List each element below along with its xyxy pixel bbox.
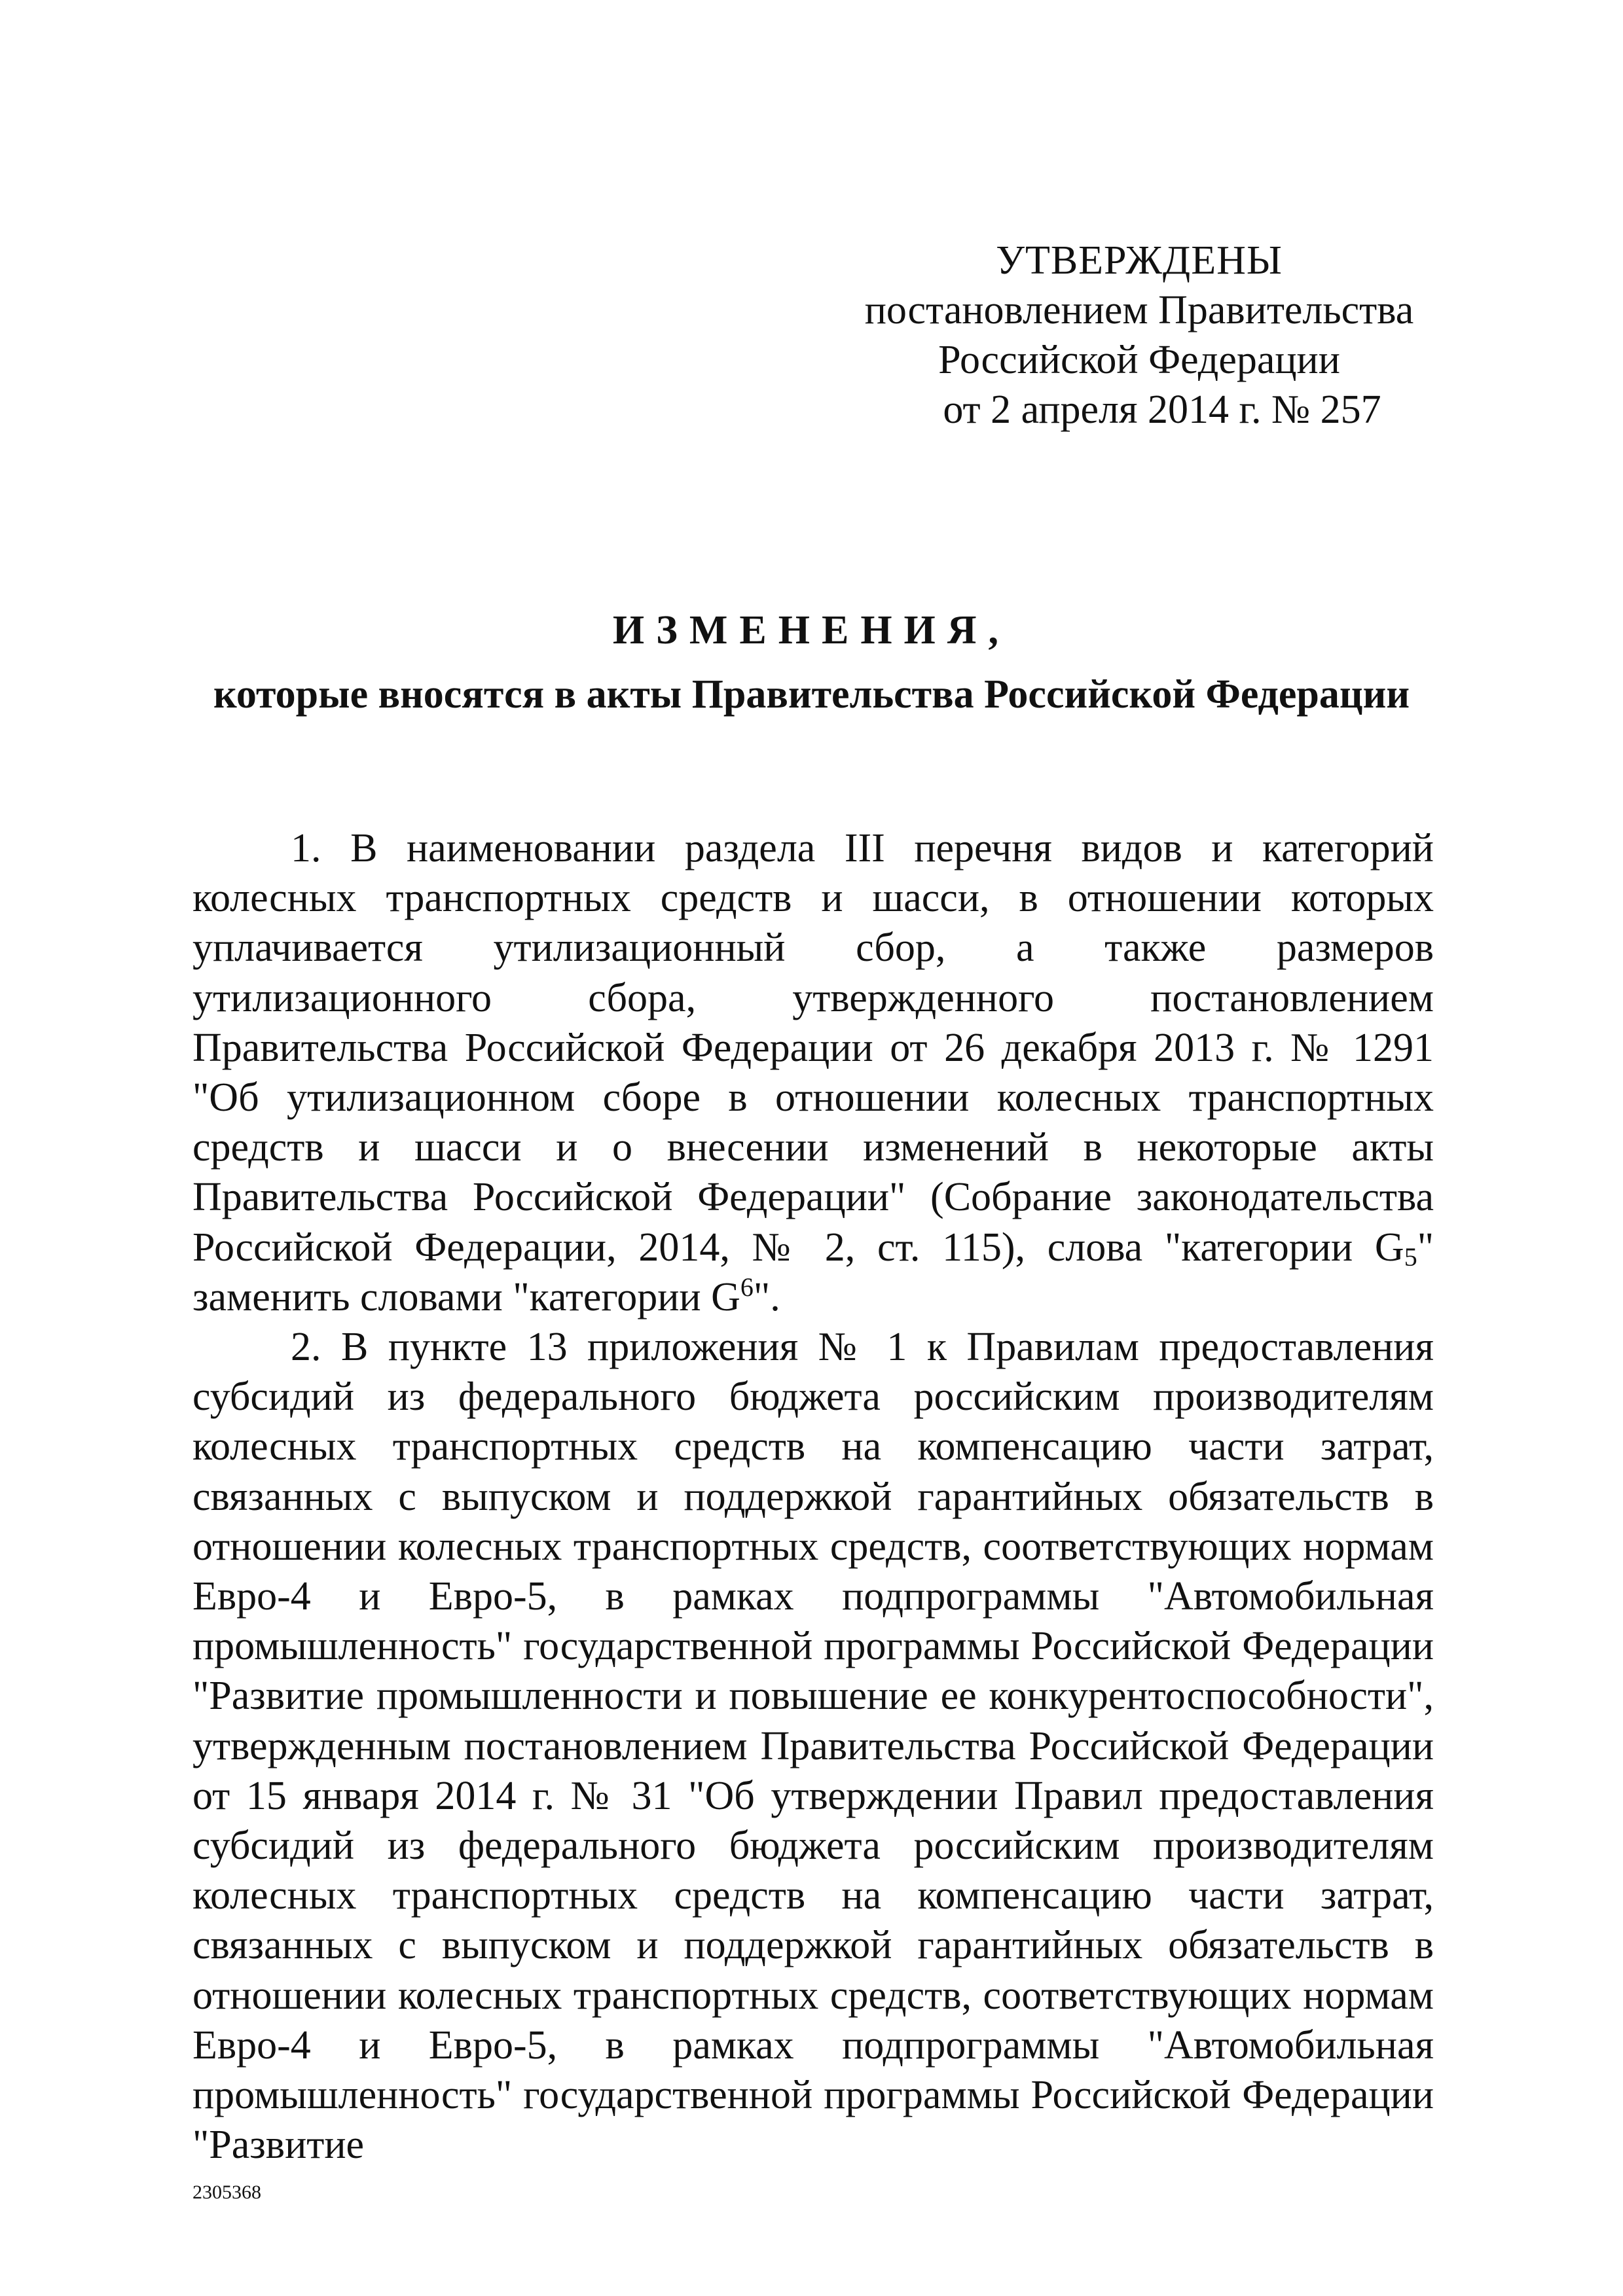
approval-date-line: от 2 апреля 2014 г. № 257: [943, 387, 1381, 432]
paragraph-1-text-middle: " заменить словами "категории G: [192, 1225, 1434, 1319]
title-main: ИЗМЕНЕНИЯ,: [612, 608, 1011, 653]
approval-line-2: Российской Федерации: [938, 338, 1340, 382]
superscript-6: 6: [740, 1272, 754, 1302]
paragraph-1-text: 1. В наименовании раздела III перечня видов и категорий колесных транспортных средств и шасси, в отношении которых уплачивается утилизационный сбор, а также размеров утилизационного сбора, утвержденного постановлением Правительства Российской Федерации от 26 декабря 2013 г. № 1291 "Об утилизационном сборе в отношении колесных транспортных средств и шасси и о внесении изменений в некоторые акты Правительства Российской Федерации" (Собрание законодательства Российской Федерации, 2014, № 2, ст. 115), слова "категории G: [192, 826, 1434, 1270]
paragraph-1-text-end: ".: [753, 1274, 780, 1319]
document-title: [0, 605, 1623, 719]
paragraph-1: [192, 823, 1434, 1322]
title-subtitle: которые вносятся в акты Правительства Российской Федерации: [213, 672, 1410, 717]
document-body: [192, 823, 1434, 2170]
subscript-5: 5: [1404, 1242, 1417, 1272]
approval-line-1: постановлением Правительства: [864, 288, 1414, 332]
paragraph-2: 2. В пункте 13 приложения № 1 к Правилам предоставления субсидий из федерального бюджета российским производителям колесных транспортных средств на компенсацию части затрат, связанных с выпуском и поддержкой гарантийных обязательств в отношении колесных транспортных средств, соответствующих нормам Евро-4 и Евро-5, в рамках подпрограммы "Автомобильная промышленность" государственной программы Российской Федерации "Развитие промышленности и повышение ее конкурентоспособности", утвержденным постановлением Правительства Российской Федерации от 15 января 2014 г. № 31 "Об утверждении Правил предоставления субсидий из федерального бюджета российским производителям колесных транспортных средств на компенсацию части затрат, связанных с выпуском и поддержкой гарантийных обязательств в отношении колесных транспортных средств, соответствующих нормам Евро-4 и Евро-5, в рамках подпрограммы "Автомобильная промышленность" государственной программы Российской Федерации "Развитие: [192, 1325, 1434, 2168]
document-code: 2305368: [192, 2181, 261, 2203]
approval-stamp: [845, 236, 1434, 435]
approval-heading: УТВЕРЖДЕНЫ: [996, 238, 1283, 283]
